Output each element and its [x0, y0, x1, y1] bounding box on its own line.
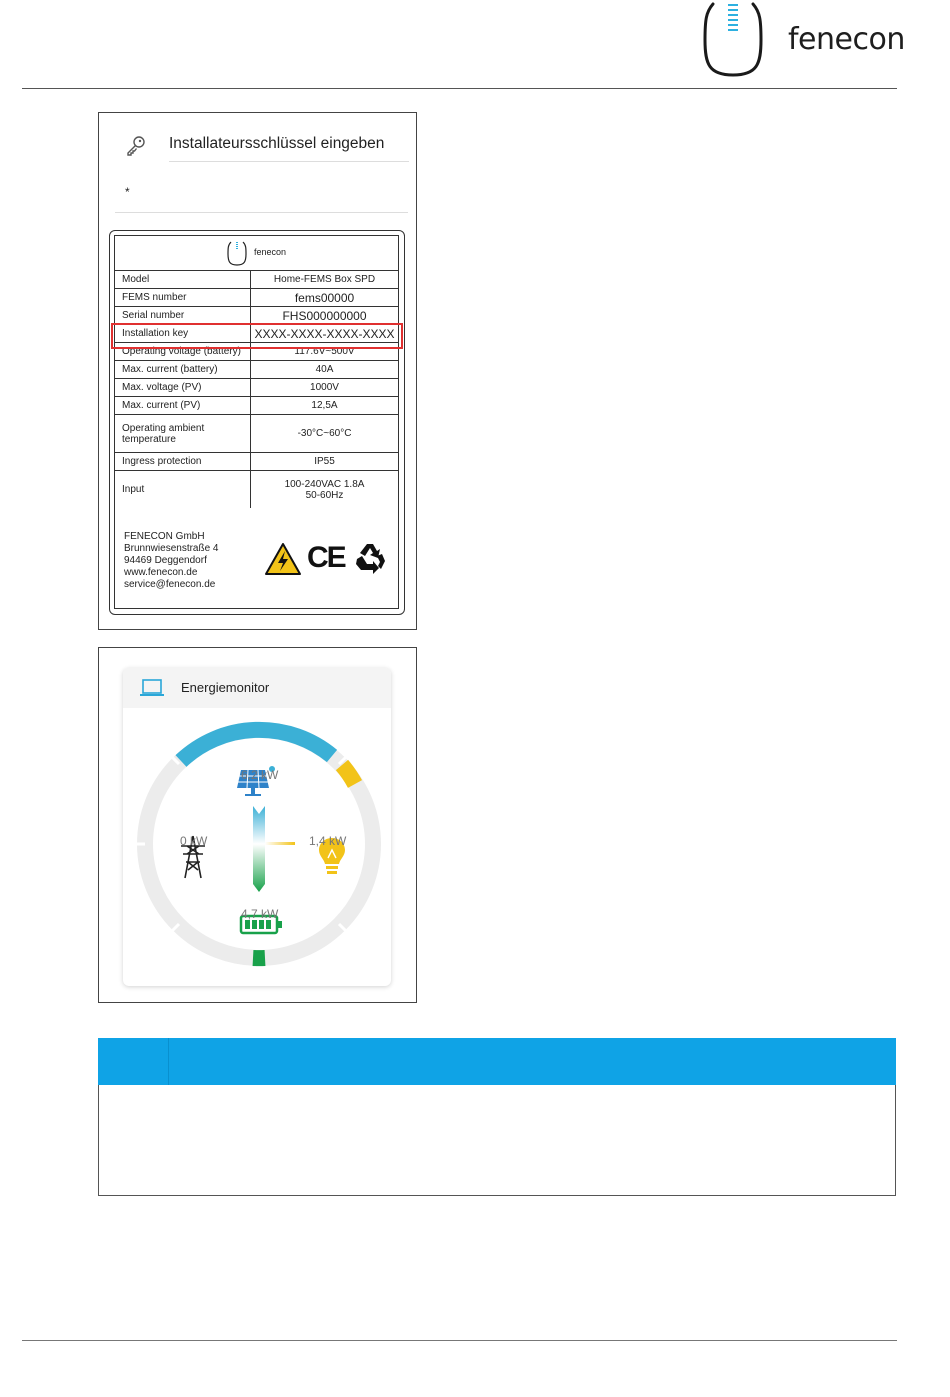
- note-table-body: [98, 1085, 896, 1196]
- laptop-icon: [140, 679, 164, 697]
- spec-label: Model: [114, 271, 251, 289]
- label-logo-icon: [227, 240, 247, 266]
- type-label-row: [114, 307, 398, 325]
- dialog-divider: [169, 161, 409, 162]
- energy-monitor-card: [123, 668, 391, 986]
- spec-label: FEMS number: [114, 289, 251, 307]
- consumption-flow: [265, 842, 295, 845]
- brand-name: fenecon: [788, 22, 905, 57]
- label-brand: fenecon: [254, 247, 287, 257]
- dialog-title: Installateursschlüssel eingeben: [169, 135, 385, 152]
- spec-label: Max. current (PV): [114, 397, 251, 415]
- note-table-header-divider: [168, 1038, 169, 1085]
- spec-label: Input: [114, 471, 251, 509]
- production-arc: [181, 730, 332, 761]
- spec-value: fems00000: [251, 289, 399, 307]
- header-divider: [22, 88, 897, 89]
- spec-value: 40A: [251, 361, 399, 379]
- high-voltage-warning-icon: [264, 541, 302, 577]
- grid-value: 0 kW: [180, 834, 208, 848]
- installation-key-highlight: [111, 323, 403, 349]
- spec-value: 12,5A: [251, 397, 399, 415]
- spec-value: FHS000000000: [251, 307, 399, 325]
- energy-monitor-screenshot: [98, 647, 417, 1003]
- type-label-row: [114, 289, 398, 307]
- spec-value: IP55: [251, 453, 399, 471]
- card-title: Energiemonitor: [181, 680, 270, 695]
- energy-flow-diagram: [123, 708, 391, 986]
- type-label-row: [114, 453, 398, 471]
- spec-value: -30°C~60°C: [251, 415, 399, 453]
- input-underline: [115, 212, 408, 213]
- storage-value: 4,7 kW: [241, 907, 279, 921]
- production-flow: [253, 806, 265, 844]
- company-address: FENECON GmbH Brunnwiesenstraße 4 94469 Deggendorf www.fenecon.de service@fenecon.de: [124, 531, 219, 590]
- spec-label: Ingress protection: [114, 453, 251, 471]
- type-label-row: [114, 271, 398, 289]
- type-label-row: [114, 379, 398, 397]
- spec-label: Serial number: [114, 307, 251, 325]
- brand-logo-icon: [703, 0, 765, 78]
- card-header: [123, 668, 391, 708]
- spec-value: 1000V: [251, 379, 399, 397]
- production-value: 6,2 kW: [241, 768, 279, 782]
- spec-label: Operating ambient temperature: [114, 415, 251, 453]
- storage-flow: [253, 844, 265, 892]
- type-label-row: [114, 361, 398, 379]
- recycle-icon: [353, 541, 387, 575]
- spec-label: Installation key: [114, 325, 251, 343]
- installer-key-screenshot: [98, 112, 417, 630]
- spec-value: Home-FEMS Box SPD: [251, 271, 399, 289]
- spec-label: Max. current (battery): [114, 361, 251, 379]
- consumption-value: 1,4 kW: [309, 834, 347, 848]
- type-label-table: [114, 270, 398, 508]
- footer-divider: [22, 1340, 897, 1341]
- note-table-header: [98, 1038, 896, 1085]
- type-label-row: [114, 397, 398, 415]
- type-label-row: [114, 415, 398, 453]
- key-input[interactable]: *: [125, 185, 130, 199]
- spec-label: Operating voltage (battery): [114, 343, 251, 361]
- spec-label: Max. voltage (PV): [114, 379, 251, 397]
- ce-mark: CE: [307, 541, 345, 574]
- consumption-arc: [342, 765, 355, 784]
- type-label-row: [114, 471, 398, 509]
- spec-value: 117.6V~500V: [251, 343, 399, 361]
- spec-value: XXXX-XXXX-XXXX-XXXX: [251, 325, 399, 343]
- spec-value: 100-240VAC 1.8A 50-60Hz: [251, 471, 399, 509]
- key-icon: [125, 135, 147, 157]
